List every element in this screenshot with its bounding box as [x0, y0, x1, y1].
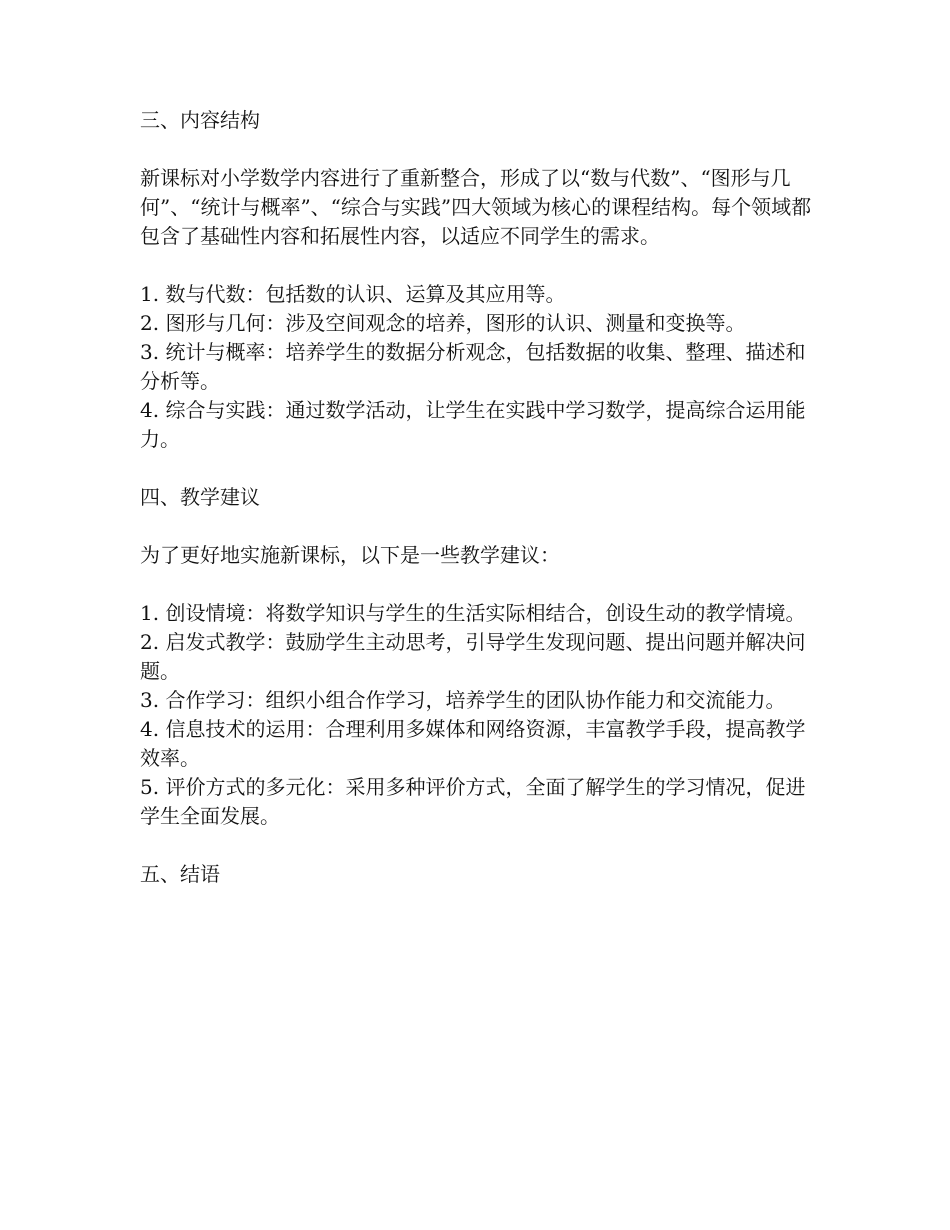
section-intro-content-structure: 新课标对小学数学内容进行了重新整合，形成了以“数与代数”、“图形与几何”、“统计与概率”、“综合与实践”四大领域为核心的课程结构。每个领域都包含了基础性内容和拓展性内容，以适应不同学生的需求。	[140, 166, 812, 248]
list-item-number: 2.	[140, 630, 160, 654]
list-item-number: 5.	[140, 775, 160, 799]
list-item	[140, 309, 820, 338]
list-item-number: 4.	[140, 717, 160, 741]
list-item-text: 创设情境：将数学知识与学生的生活实际相结合，创设生动的教学情境。	[165, 601, 806, 625]
section-heading-conclusion: 五、结语	[140, 862, 220, 886]
list-item-text: 数与代数：包括数的认识、运算及其应用等。	[165, 282, 566, 306]
list-item	[140, 715, 820, 773]
list-item-number: 3.	[140, 688, 160, 712]
list-item-text: 信息技术的运用：合理利用多媒体和网络资源，丰富教学手段，提高教学效率。	[140, 717, 806, 770]
list-item-text: 合作学习：组织小组合作学习，培养学生的团队协作能力和交流能力。	[165, 688, 786, 712]
list-item-number: 1.	[140, 601, 160, 625]
list-item	[140, 280, 820, 309]
section-intro-teaching-suggestions: 为了更好地实施新课标，以下是一些教学建议：	[140, 543, 560, 567]
document-page	[140, 106, 820, 889]
list-item	[140, 773, 820, 831]
list-item-text: 统计与概率：培养学生的数据分析观念，包括数据的收集、整理、描述和分析等。	[140, 340, 806, 393]
list-item-text: 评价方式的多元化：采用多种评价方式，全面了解学生的学习情况，促进学生全面发展。	[140, 775, 806, 828]
list-item-number: 3.	[140, 340, 160, 364]
list-item-text: 综合与实践：通过数学活动，让学生在实践中学习数学，提高综合运用能力。	[140, 398, 806, 451]
teaching-suggestions-list	[140, 599, 820, 831]
list-item-text: 图形与几何：涉及空间观念的培养，图形的认识、测量和变换等。	[165, 311, 746, 335]
list-item-number: 4.	[140, 398, 160, 422]
list-item	[140, 338, 820, 396]
list-item	[140, 396, 820, 454]
list-item	[140, 686, 820, 715]
list-item	[140, 628, 820, 686]
list-item-number: 2.	[140, 311, 160, 335]
section-heading-teaching-suggestions: 四、教学建议	[140, 485, 260, 509]
list-item-text: 启发式教学：鼓励学生主动思考，引导学生发现问题、提出问题并解决问题。	[140, 630, 806, 683]
section-heading-content-structure: 三、内容结构	[140, 108, 260, 132]
content-structure-list	[140, 280, 820, 454]
list-item-number: 1.	[140, 282, 160, 306]
list-item	[140, 599, 820, 628]
